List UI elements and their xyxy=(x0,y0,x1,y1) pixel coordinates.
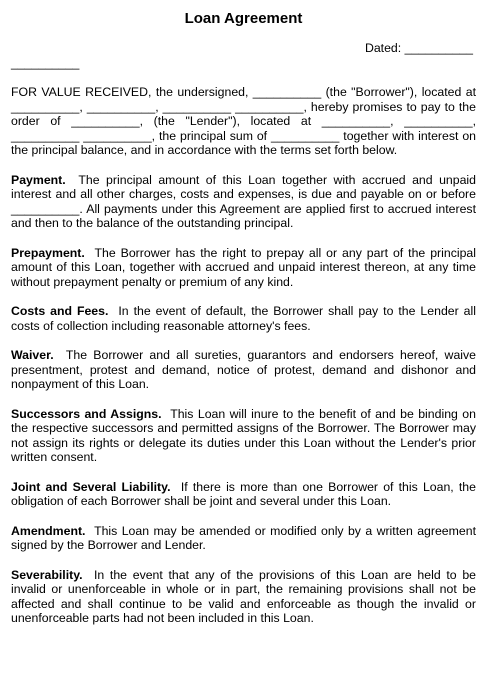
section-body: In the event of default, the Borrower shall pay to the Lender all costs of collection including reasonable attorney's fees. xyxy=(11,304,476,333)
section-heading: Payment. xyxy=(11,172,66,187)
section-heading: Joint and Several Liability. xyxy=(11,479,171,494)
section-costs-and-fees xyxy=(11,304,476,333)
dated-label: Dated: __________ xyxy=(364,41,473,55)
section-heading: Amendment. xyxy=(11,523,86,538)
section-successors-and-assigns xyxy=(11,407,476,465)
section-body: The Borrower and all sureties, guarantors and endorsers hereof, waive presentment, protest and demand, notice of protest, demand and dishonor and nonpayment of this Loan. xyxy=(11,348,476,391)
section-body: If there is more than one Borrower of this Loan, the obligation of each Borrower shall be joint and several under this Loan. xyxy=(11,479,476,508)
dated-line xyxy=(11,41,476,56)
document-title: Loan Agreement xyxy=(184,10,303,27)
section-body: The Borrower has the right to prepay all or any part of the principal amount of this Loan, together with accrued and unpaid interest thereon, at any time without prepayment penalty or premium of any kind. xyxy=(11,245,476,289)
section-joint-and-several-liability xyxy=(11,480,476,509)
section-heading: Severability. xyxy=(11,567,83,582)
section-heading: Prepayment. xyxy=(11,245,85,260)
section-body: This Loan may be amended or modified only by a written agreement signed by the Borrower and Lender. xyxy=(11,523,476,552)
section-amendment xyxy=(11,524,476,553)
section-waiver xyxy=(11,348,476,392)
section-prepayment xyxy=(11,246,476,290)
section-heading: Waiver. xyxy=(11,348,54,362)
section-heading: Costs and Fees. xyxy=(11,304,109,318)
section-severability xyxy=(11,568,476,626)
date-blank: __________ xyxy=(11,55,80,70)
section-heading: Successors and Assigns. xyxy=(11,406,162,421)
sections xyxy=(11,173,476,626)
section-body: In the event that any of the provisions of this Loan are held to be invalid or unenforceable in whole or in part, the remaining provisions shall not be affected and shall continue to be valid and enforceable as though the invalid or unenforceable parts had not been included in this Loan. xyxy=(11,567,476,625)
section-payment xyxy=(11,173,476,231)
section-body: The principal amount of this Loan together with accrued and unpaid interest and all other charges, costs and expenses, is due and payable on or before __________. All payments under this Agreement are applied first to accrued interest and then to the balance of the outstanding principal. xyxy=(11,172,476,230)
intro-paragraph: FOR VALUE RECEIVED, the undersigned, __________ (the "Borrower"), located at __________, __________, __________ __________, hereby promises to pay to the order of __________, (the "Lender"), located at __________, __________, __________ __________, the principal sum of __________ together with interest on the principal balance, and in accordance with the terms set forth below. xyxy=(11,85,476,157)
section-body: This Loan will inure to the benefit of and be binding on the respective successors and permitted assigns of the Borrower. The Borrower may not assign its rights or delegate its duties under this Loan without the Lender's prior written consent. xyxy=(11,406,476,464)
